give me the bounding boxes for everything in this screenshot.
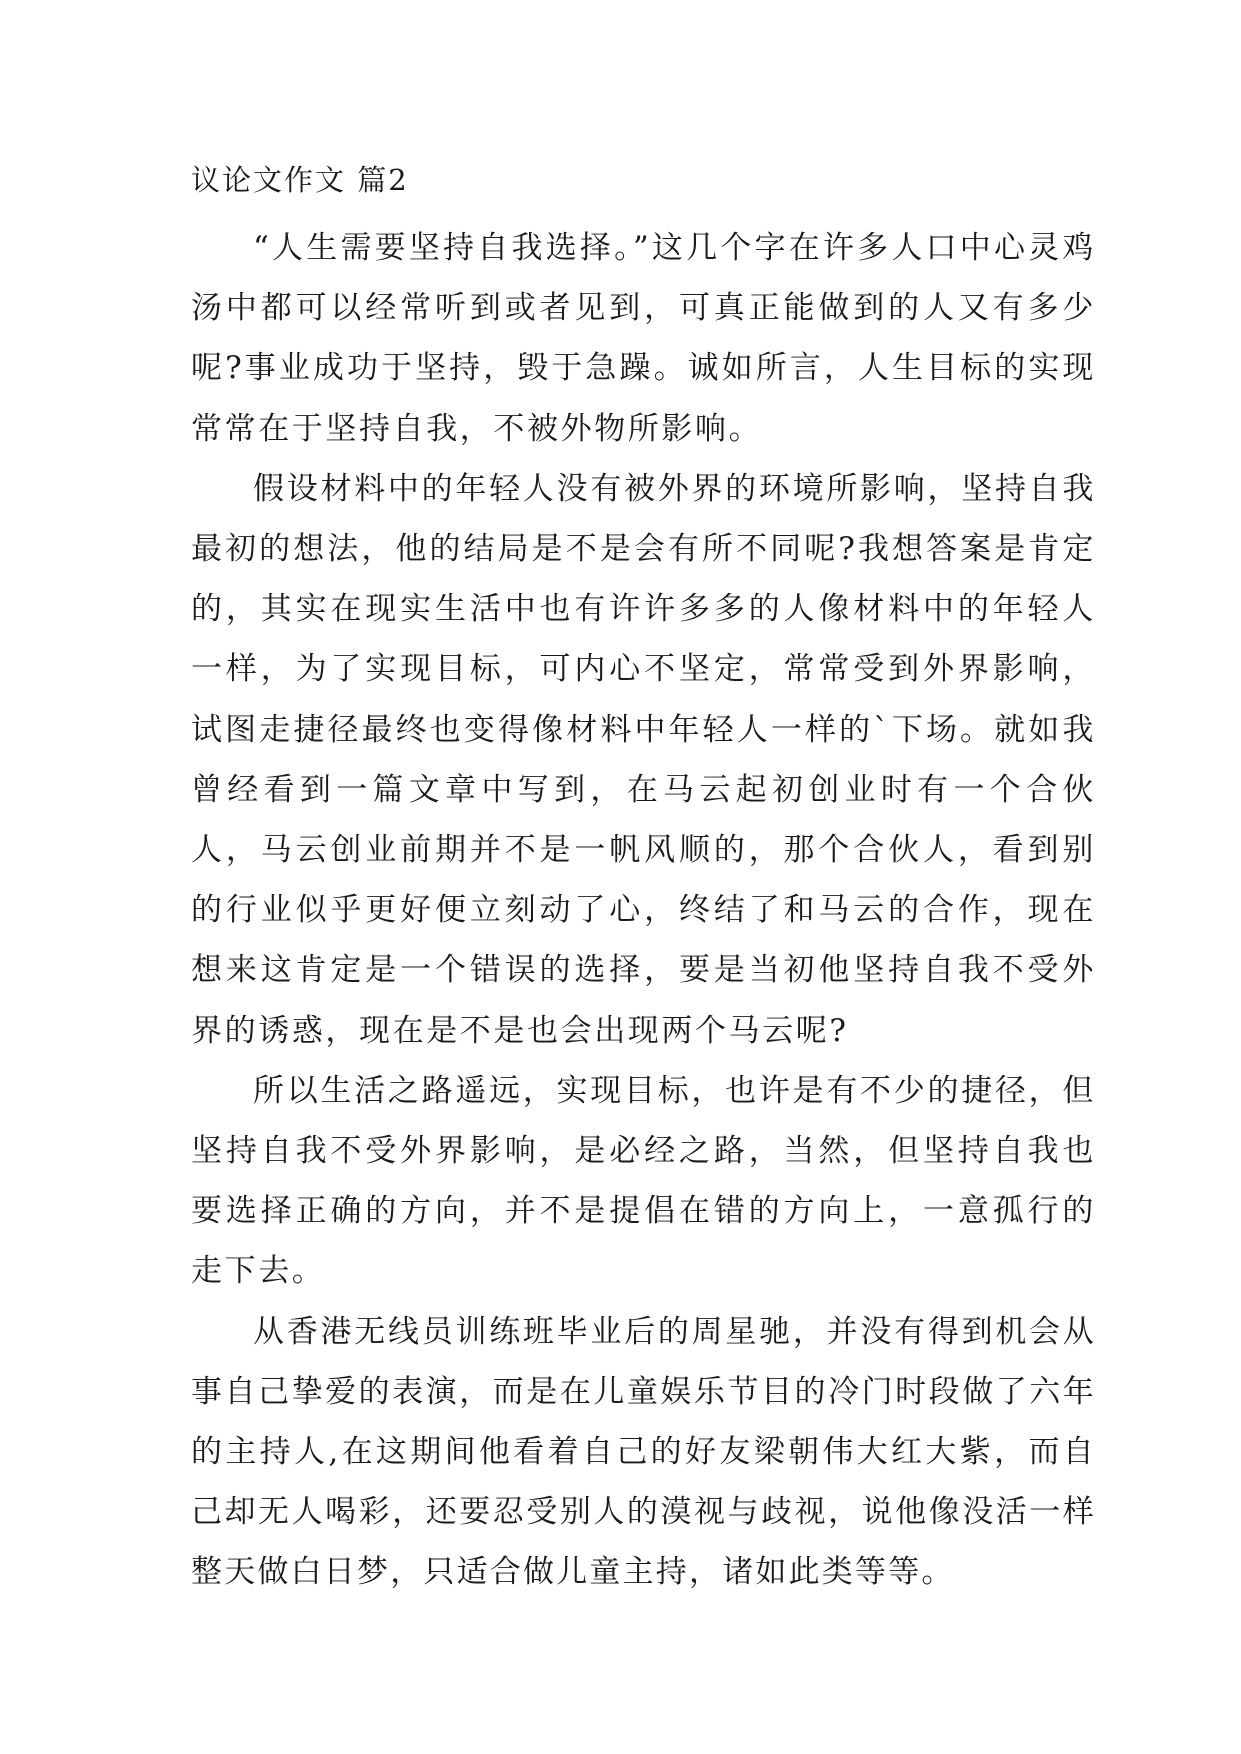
essay-title: 议论文作文 篇2 [191,163,409,197]
paragraph-3: 所以生活之路遥远，实现目标，也许是有不少的捷径，但坚持自我不受外界影响，是必经之路，当然，但坚持自我也要选择正确的方向，并不是提倡在错的方向上，一意孤行的走下去。 [191,1072,1096,1290]
document-body [191,160,1096,1603]
paragraph-4: 从香港无线员训练班毕业后的周星驰，并没有得到机会从事自己挚爱的表演，而是在儿童娱乐节目的冷门时段做了六年的主持人,在这期间他看着自己的好友梁朝伟大红大紫，而自己却无人喝彩，还要忍受别人的漠视与歧视，说他像没活一样整天做白日梦，只适合做儿童主持，诸如此类等等。 [191,1313,1096,1591]
paragraph-1: “人生需要坚持自我选择。”这几个字在许多人口中心灵鸡汤中都可以经常听到或者见到，可真正能做到的人又有多少呢?事业成功于坚持，毁于急躁。诚如所言，人生目标的实现常常在于坚持自我，不被外物所影响。 [191,230,1096,447]
paragraph-2: 假设材料中的年轻人没有被外界的环境所影响，坚持自我最初的想法，他的结局是不是会有所不同呢?我想答案是肯定的，其实在现实生活中也有许许多多的人像材料中的年轻人一样，为了实现目标，可内心不坚定，常常受到外界影响，试图走捷径最终也变得像材料中年轻人一样的`下场。就如我曾经看到一篇文章中写到，在马云起初创业时有一个合伙人，马云创业前期并不是一帆风顺的，那个合伙人，看到别的行业似乎更好便立刻动了心，终结了和马云的合作，现在想来这肯定是一个错误的选择，要是当初他坚持自我不受外界的诱惑，现在是不是也会出现两个马云呢? [191,470,1096,1049]
